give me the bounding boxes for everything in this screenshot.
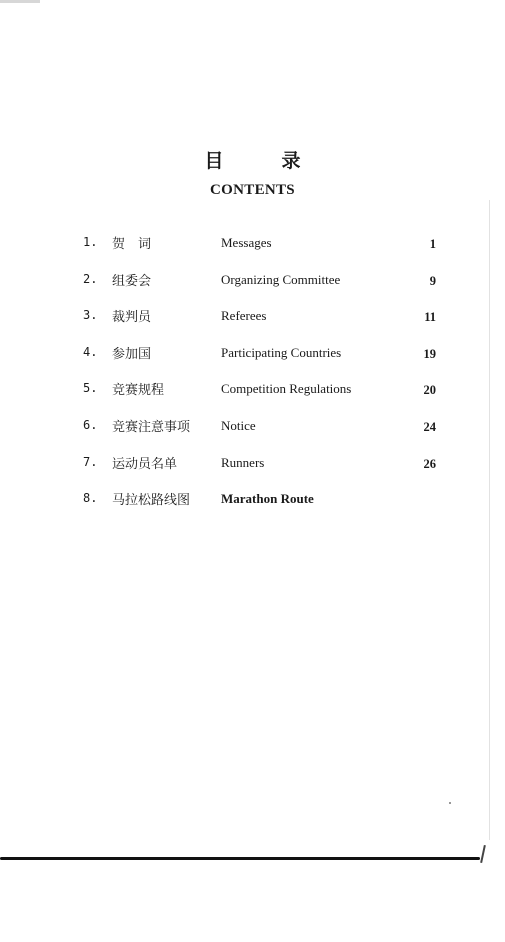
contents-title-english: CONTENTS [210, 182, 295, 198]
contents-title-chinese [0, 146, 505, 176]
toc-title-english: Competition Regulations [221, 381, 352, 397]
toc-row[interactable] [0, 379, 505, 416]
toc-title-english: Messages [221, 235, 272, 250]
toc-title-chinese: 运动员名单 [112, 456, 178, 472]
toc-title-english: Marathon Route [221, 491, 314, 507]
toc-title-chinese: 竞赛注意事项 [112, 419, 191, 435]
table-of-contents [0, 233, 505, 526]
toc-row[interactable] [0, 489, 505, 526]
scan-mark [480, 845, 486, 863]
toc-title-chinese: 竞赛规程 [112, 383, 165, 399]
toc-title-chinese: 组委会 [112, 273, 152, 289]
toc-number: 1. [83, 235, 98, 249]
toc-number: 2. [83, 271, 98, 286]
bottom-rule [0, 857, 480, 860]
toc-row[interactable] [0, 233, 505, 270]
toc-title-english: Runners [221, 454, 265, 470]
toc-number: 6. [83, 417, 98, 432]
toc-number: 5. [83, 381, 98, 396]
toc-row[interactable] [0, 416, 505, 453]
toc-title-english: Notice [221, 417, 256, 433]
toc-number: 4. [83, 344, 98, 359]
toc-title-chinese: 参加国 [112, 346, 152, 362]
toc-row[interactable] [0, 453, 505, 490]
toc-number: 3. [83, 308, 98, 323]
toc-title-english: Organizing Committee [221, 271, 341, 287]
toc-page-number: 19 [423, 346, 436, 361]
toc-title-english: Participating Countries [221, 344, 342, 360]
scan-artifact [0, 0, 40, 3]
scan-speck [449, 802, 451, 804]
toc-title-english: Referees [221, 308, 267, 324]
toc-title-chinese: 贺 词 [112, 237, 152, 252]
toc-page-number: 26 [423, 456, 436, 471]
toc-page-number: 11 [424, 310, 436, 325]
toc-number: 8. [83, 491, 98, 506]
toc-page-number: 24 [423, 419, 436, 434]
toc-row[interactable] [0, 270, 505, 307]
toc-number: 7. [83, 454, 98, 469]
toc-title-chinese: 裁判员 [112, 310, 152, 326]
toc-row[interactable] [0, 343, 505, 380]
title-cn-char-1: 目 [204, 150, 224, 172]
toc-title-chinese: 马拉松路线图 [112, 493, 191, 509]
toc-page-number: 9 [429, 273, 436, 288]
toc-row[interactable] [0, 306, 505, 343]
title-cn-char-2: 录 [281, 150, 301, 172]
toc-page-number: 1 [429, 237, 436, 251]
toc-page-number: 20 [423, 383, 436, 398]
